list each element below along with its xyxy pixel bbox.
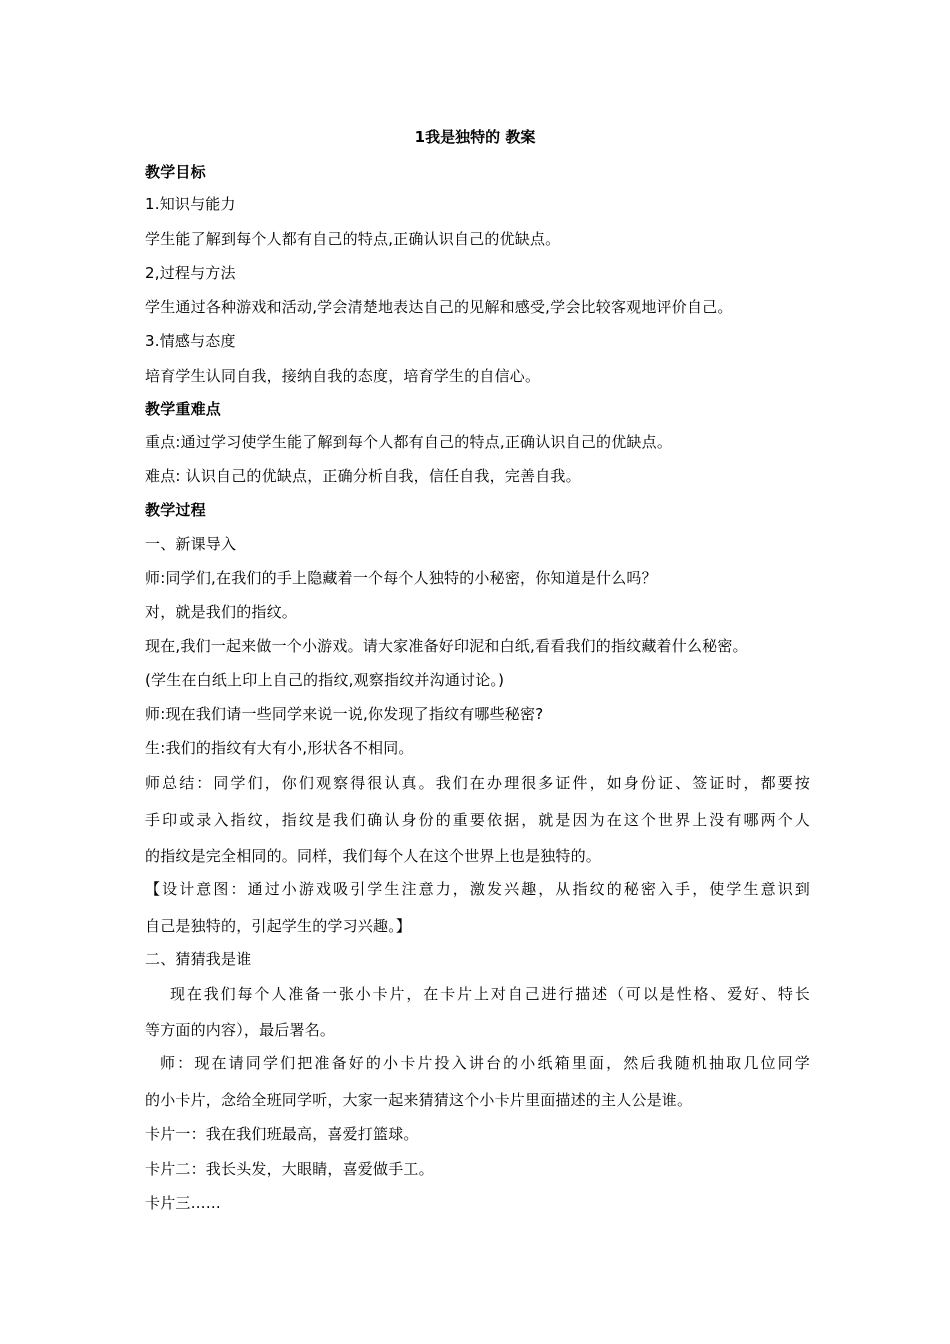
text-line: 现在,我们一起来做一个小游戏。请大家准备好印泥和白纸,看看我们的指纹藏着什么秘密。	[145, 637, 748, 655]
text-line: 师：现在请同学们把准备好的小卡片投入讲台的小纸箱里面，然后我随机抽取几位同学	[160, 1054, 810, 1072]
text-line: 3.情感与态度	[145, 332, 236, 350]
text-line: 一、新课导入	[145, 535, 237, 553]
text-line: 师:现在我们请一些同学来说一说,你发现了指纹有哪些秘密?	[145, 705, 544, 723]
text-line: 手印或录入指纹，指纹是我们确认身份的重要依据，就是因为在这个世界上没有哪两个人	[145, 811, 810, 829]
text-line: 培育学生认同自我，接纳自我的态度，培育学生的自信心。	[145, 367, 541, 385]
text-line: 二、猜猜我是谁	[145, 950, 252, 968]
text-line: 生:我们的指纹有大有小,形状各不相同。	[145, 739, 414, 757]
text-line: 的指纹是完全相同的。同样，我们每个人在这个世界上也是独特的。	[145, 847, 602, 865]
text-line: 学生通过各种游戏和活动,学会清楚地表达自己的见解和感受,学会比较客观地评价自己。	[145, 298, 733, 316]
document-title: 1我是独特的 教案	[414, 128, 536, 146]
text-line: 师总结：同学们，你们观察得很认真。我们在办理很多证件，如身份证、签证时，都要按	[145, 774, 810, 792]
design-intent-line: 【设计意图：通过小游戏吸引学生注意力，激发兴趣，从指纹的秘密入手，使学生意识到	[145, 880, 810, 898]
text-line: 学生能了解到每个人都有自己的特点,正确认识自己的优缺点。	[145, 230, 561, 248]
text-line: 师:同学们,在我们的手上隐藏着一个每个人独特的小秘密，你知道是什么吗？	[145, 569, 657, 587]
section-heading-objectives: 教学目标	[145, 163, 206, 181]
text-line: 的小卡片，念给全班同学听，大家一起来猜猜这个小卡片里面描述的主人公是谁。	[145, 1091, 693, 1109]
text-line: 2,过程与方法	[145, 264, 236, 282]
text-line: 卡片三……	[145, 1194, 222, 1212]
text-line: 卡片一：我在我们班最高，喜爱打篮球。	[145, 1125, 419, 1143]
text-line: 对，就是我们的指纹。	[145, 603, 298, 621]
design-intent-line: 自己是独特的，引起学生的学习兴趣。】	[145, 917, 412, 935]
text-line: 难点: 认识自己的优缺点，正确分析自我，信任自我，完善自我。	[145, 467, 581, 485]
text-line: 等方面的内容），最后署名。	[145, 1021, 336, 1039]
section-heading-key-points: 教学重难点	[145, 400, 222, 418]
text-line: 卡片二：我长头发，大眼睛，喜爱做手工。	[145, 1160, 434, 1178]
section-heading-process: 教学过程	[145, 501, 206, 519]
text-line: 1.知识与能力	[145, 195, 236, 213]
text-line: 重点:通过学习使学生能了解到每个人都有自己的特点,正确认识自己的优缺点。	[145, 433, 673, 451]
text-line: (学生在白纸上印上自己的指纹,观察指纹并沟通讨论。)	[145, 671, 505, 689]
text-line: 现在我们每个人准备一张小卡片，在卡片上对自己进行描述（可以是性格、爱好、特长	[170, 985, 810, 1003]
